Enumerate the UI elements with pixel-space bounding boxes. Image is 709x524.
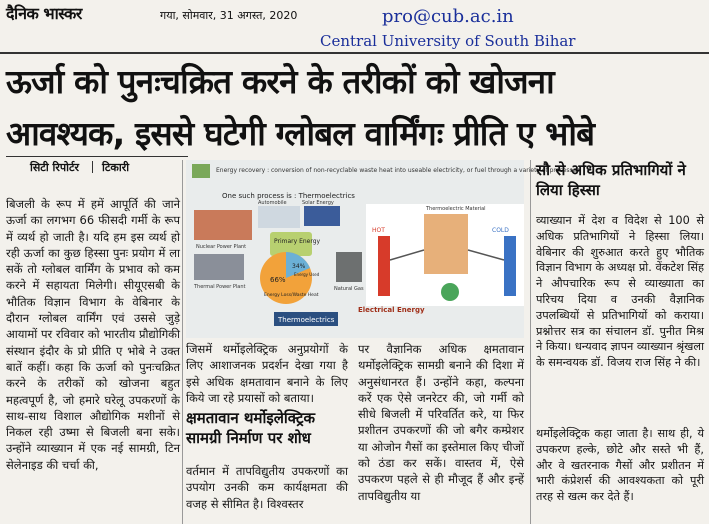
nuclear-label: Nuclear Power Plant	[196, 244, 247, 250]
article-column-2-body	[186, 463, 348, 524]
figure-logo-icon	[192, 164, 210, 178]
figure-graphic	[186, 160, 580, 338]
byline	[6, 156, 188, 179]
byline-divider	[92, 161, 93, 173]
article-paragraph: वर्तमान में तापविद्युतीय उपकरणों का उपयोग उनकी कम कार्यक्षमता की वजह से सीमित है। विश्वस्तर	[186, 464, 348, 511]
byline-place: टिकारी	[102, 161, 130, 174]
newspaper-masthead: दैनिक भास्कर	[6, 4, 82, 23]
gas-tower-icon	[336, 252, 362, 282]
solar-label: Solar Energy	[302, 200, 334, 206]
dateline: गया, सोमवार, 31 अगस्त, 2020	[160, 9, 298, 22]
article-column-2-top	[186, 341, 348, 403]
article-paragraph: व्याख्यान में देश व विदेश से 100 से अधिक प्रतिभागियों ने हिस्सा लिया। वेबिनार की शुरुआत करते हुए भौतिक विज्ञान विभाग के अध्यक्ष प्रो. वेंकटेश सिंह ने औपचारिक रूप से व्याख्याता का परिचय दिया व उनकी वैज्ञानिक उपलब्धियों से प्रतिभागियों को कराया। प्रश्नोत्तर सत्र का संचालन डॉ. पुनीत मिश्र ने किया। धन्यवाद ज्ञापन व्याख्यान श्रृंखला के समन्वयक डॉ. विजय राज सिंह ने की।	[536, 214, 705, 370]
headline-line-2: आवश्यक, इससे घटेगी ग्लोबल वार्मिंगः प्रीति ए भोबे	[6, 114, 595, 153]
byline-reporter: सिटी रिपोर्टर	[30, 161, 79, 174]
automobile-label: Automobile	[258, 200, 287, 206]
article-column-right	[536, 213, 704, 403]
automobile-icon	[258, 206, 300, 228]
subheading-research: क्षमतावान थर्मोइलेक्ट्रिक सामग्री निर्माण पर शोध	[186, 409, 316, 447]
column-divider	[182, 160, 183, 524]
solar-panel-icon	[304, 206, 340, 226]
thermal-label: Thermal Power Plant	[194, 284, 246, 290]
column-divider	[530, 160, 531, 524]
hot-side-bar	[378, 236, 390, 296]
article-paragraph: पर वैज्ञानिक अधिक क्षमतावान थर्मोइलेक्ट्रिक सामग्री बनाने की दिशा में अनुसंधानरत हैं। उन्होंने कहा, कल्पना करें एक ऐसे जनरेटर की, जो गर्मी को सीधे बिजली में परिवर्तित करे, या फिर प्रशीतन उपकरणों की जो बगैर कम्प्रेशर या ओजोन गैसों का इस्तेमाल किए चीजों को ठंडा कर सकें। वास्तव में, ऐसे उपकरण पहले से ही मौजूद हैं और इन्हें तापविद्युतीय या	[358, 342, 524, 503]
te-material-block	[424, 214, 468, 274]
masthead-rule	[0, 52, 709, 54]
pie-loss-label: Energy Loss/Waste Heat	[264, 293, 319, 298]
article-paragraph: थर्मोइलेक्ट्रिक कहा जाता है। साथ ही, ये उपकरण हल्के, छोटे और सस्ते भी हैं, और वे खतरनाक गैसों और प्रशीतन में भारी कंप्रेशर्स की आवश्यकता को पूरी तरह से खत्म कर देते हैं।	[536, 427, 704, 504]
article-column-right-bottom	[536, 426, 704, 524]
article-column-1	[6, 196, 180, 524]
nuclear-plant-icon	[194, 210, 252, 240]
thermal-plant-icon	[194, 254, 244, 280]
article-paragraph: बिजली के रूप में हमें आपूर्ति की जाने ऊर्जा का लगभग 66 फीसदी गर्मी के रूप में व्यर्थ हो जाती है। यदि हम इस व्यर्थ हो रही ऊर्जा का कुछ हिस्सा पुनः प्रयोग में ला सकें तो ग्लोबल वार्मिंग के प्रभाव को कम करने में सहायता मिलेगी। सीयूएसबी के भौतिक विज्ञान विभाग के वेबिनार के दौरान ग्लोबल वार्मिंग एवं उससे जुड़े आयामों पर रविवार को भारतीय प्रौद्योगिकी संस्थान इंदौर के प्रो प्रीति ए भोबे ने उक्त बातें कहीं। कहा कि ऊर्जा को पुनःचक्रित करने के तरीकों को खोजना बहुत महत्वपूर्ण है, जो हमारे घरेलू उपकरणों के साथ-साथ विशाल औद्योगिक मशीनों से निकल रही उष्मा से बिजली बना सके। उन्होंने व्याख्यान में एक नई सामग्री, टिन सेलेनाइड की चर्चा की,	[6, 197, 180, 472]
natural-gas-label: Natural Gas	[334, 286, 364, 292]
article-paragraph: जिसमें थर्मोइलेक्ट्रिक अनुप्रयोगों के लिए आशाजनक प्रदर्शन देखा गया है इसे अधिक क्षमतावान बनाने के लिए किये जा रहे प्रयासों को बताया।	[186, 342, 348, 405]
cold-side-bar	[504, 236, 516, 296]
cold-label: COLD	[492, 227, 509, 234]
primary-energy-label: Primary Energy	[274, 238, 321, 245]
contact-email[interactable]: pro@cub.ac.in	[382, 6, 514, 27]
subheading-participants: सौ से अधिक प्रतिभागियों ने लिया हिस्सा	[536, 161, 686, 199]
university-name: Central University of South Bihar	[320, 32, 576, 50]
energy-recovery-figure	[186, 160, 580, 338]
article-column-3	[358, 341, 524, 524]
pie-used-label: Energy Used	[294, 272, 320, 277]
figure-heading: Energy recovery : conversion of non-recyclable waste heat into useable electricity, or fuel through a variety of processes	[216, 167, 580, 174]
pie-used-pct: 34%	[292, 263, 306, 270]
voltmeter-icon	[441, 283, 459, 301]
electrical-energy-label: Electrical Energy	[358, 306, 425, 314]
headline-line-1: ऊर्जा को पुनःचक्रित करने के तरीकों को खोजना	[6, 62, 554, 101]
hot-label: HOT	[372, 227, 385, 234]
figure-subheading: One such process is : Thermoelectrics	[222, 192, 355, 200]
te-material-label: Thermoelectric Material	[426, 206, 486, 212]
pie-waste-pct: 66%	[270, 276, 286, 284]
thermoelectrics-label: Thermoelectrics	[278, 316, 335, 324]
